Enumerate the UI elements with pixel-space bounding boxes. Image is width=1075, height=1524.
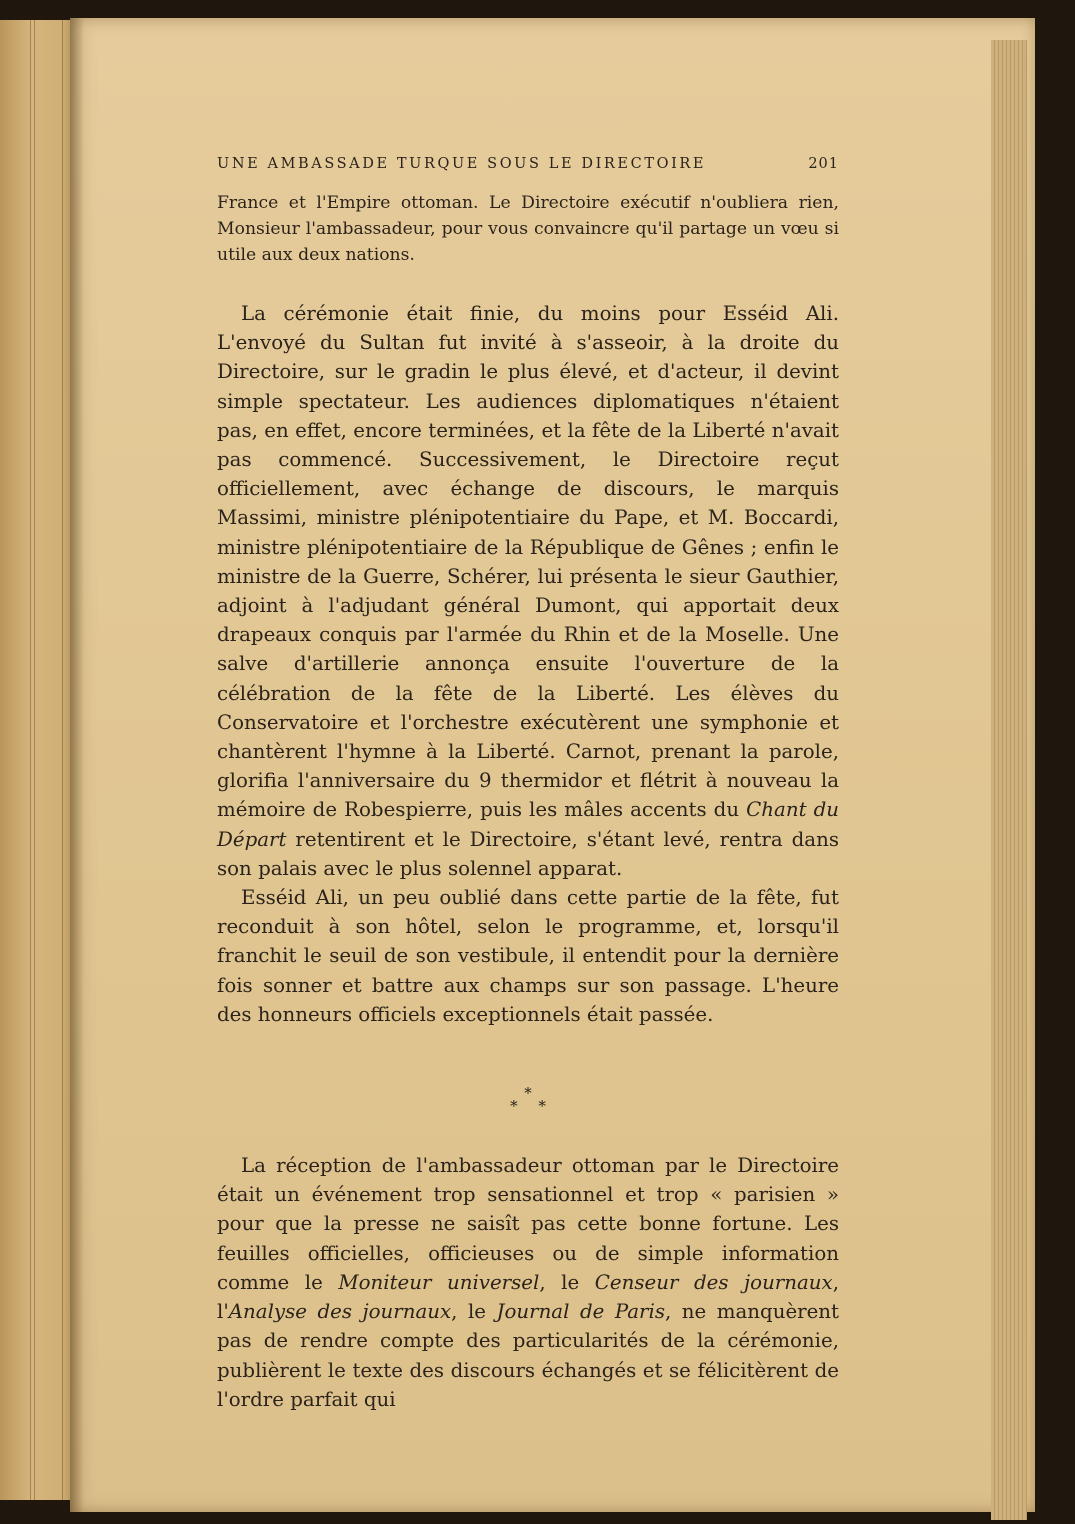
italic-title: Moniteur universel (338, 1270, 540, 1294)
page-edge-line (62, 20, 63, 1500)
paragraph-text: , le (539, 1270, 580, 1294)
page-stack-edge (991, 40, 1027, 1520)
running-title: UNE AMBASSADE TURQUE SOUS LE DIRECTOIRE (217, 156, 707, 172)
paragraph-text: , le (451, 1300, 487, 1324)
quoted-speech-end: France et l'Empire ottoman. Le Directoire exécutif n'oubliera rien, Monsieur l'ambassadeur, pour vous convaincre qu'il partage un vœu si utile aux deux nations. (217, 193, 839, 265)
paragraph-text: retentirent et le Directoire, s'étant levé, rentra dans son palais avec le plus solennel apparat. (217, 827, 839, 880)
paragraph-text: , ne manquèrent pas de rendre compte des particularités de la cérémonie, publièrent le texte des discours échangés et se félicitèrent de l'ordre parfait qui (217, 1300, 839, 1411)
section-separator-asterism (217, 1084, 839, 1116)
italic-title: Censeur des journaux (594, 1270, 833, 1294)
page-edge-line (30, 20, 31, 1500)
page-edge-line (34, 20, 35, 1500)
italic-title: Journal de Paris (496, 1300, 665, 1324)
paragraph-ceremony (217, 299, 839, 883)
running-header (217, 156, 839, 172)
asterism-bottom: * * (510, 1097, 554, 1116)
paragraph-text: La réception de l'ambassadeur ottoman par le Directoire était un événement trop sensationnel et trop « parisien » pour que la presse ne saisît pas cette bonne fortune. Les feuilles officielles, officieuses ou de simple information comme le (217, 1154, 839, 1294)
page-text-block (217, 156, 839, 1414)
paragraph-press (217, 1151, 839, 1414)
page-number: 201 (808, 156, 839, 172)
asterism-top: * (524, 1084, 532, 1103)
italic-title: Analyse des journaux (228, 1300, 452, 1324)
binding-gutter-shadow (70, 18, 84, 1512)
paragraph-text: , l' (217, 1270, 839, 1324)
italic-title: Chant du Départ (217, 798, 839, 851)
left-facing-page (0, 20, 78, 1500)
paragraph-return: Esséid Ali, un peu oublié dans cette partie de la fête, fut reconduit à son hôtel, selon le programme, et, lorsqu'il franchit le seuil de son vestibule, il entendit pour la dernière fois sonner et battre aux champs sur son passage. L'heure des honneurs officiels exceptionnels était passée. (217, 886, 839, 1026)
paragraph-text: La cérémonie était finie, du moins pour Esséid Ali. L'envoyé du Sultan fut invité à s'asseoir, à la droite du Directoire, sur le gradin le plus élevé, et d'acteur, il devint simple spectateur. Les audiences diplomatiques n'étaient pas, en effet, encore terminées, et la fête de la Liberté n'avait pas commencé. Successivement, le Directoire reçut officiellement, avec échange de discours, le marquis Massimi, ministre plénipotentiaire du Pape, et M. Boccardi, ministre plénipotentiaire de la République de Gênes ; enfin le ministre de la Guerre, Schérer, lui présenta le sieur Gauthier, adjoint à l'adjudant général Dumont, qui apportait deux drapeaux conquis par l'armée du Rhin et de la Moselle. Une salve d'artillerie annonça ensuite l'ouverture de la célébration de la fête de la Liberté. Les élèves du Conservatoire et l'orchestre exécutèrent une symphonie et chantèrent l'hymne à la Liberté. Carnot, prenant la parole, glorifia l'anniversaire du 9 thermidor et flétrit à nouveau la mémoire de Robespierre, puis les mâles accents du (217, 302, 839, 822)
